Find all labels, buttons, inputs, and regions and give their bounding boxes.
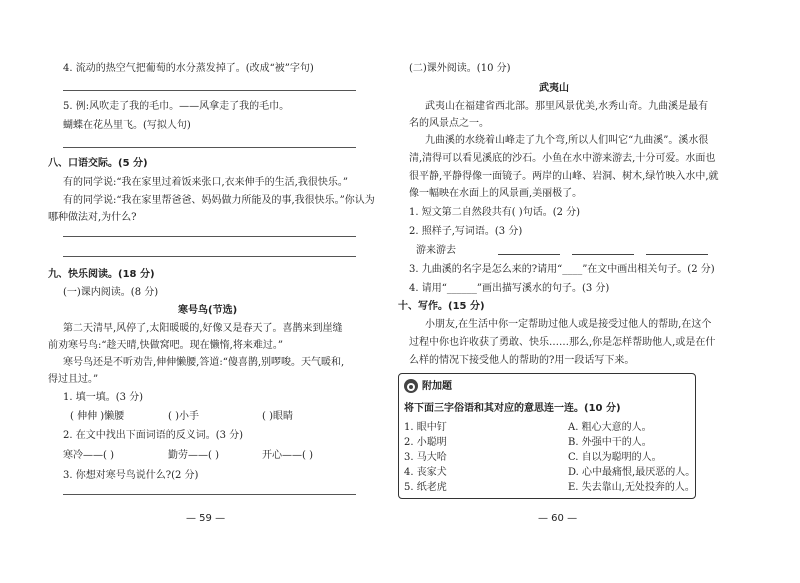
question-4: 4. 请用“______”画出描写溪水的句子。(3 分) [409,283,610,294]
word-blank[interactable] [646,254,708,255]
section-9-subtitle: (一)课内阅读。(8 分) [63,287,159,298]
passage-line: 寒号鸟还是不听劝告,伸伸懒腰,答道:“傻喜鹊,别啰唆。天气暖和, [63,357,345,368]
passage-line: 像一幅映在水面上的风景画,美丽极了。 [409,188,583,199]
bonus-task: 将下面三字俗语和其对应的意思连一连。(10 分) [404,403,621,414]
match-right-item[interactable]: B. 外强中干的人。 [568,437,652,448]
word-example: 游来游去 [416,245,456,256]
section-title: (二)课外阅读。(10 分) [409,63,511,74]
writing-prompt-line: 么样的情况下接受他人的帮助的?用一段话写下来。 [409,355,635,366]
question-1: 1. 短文第二自然段共有( )句话。(2 分) [409,207,581,218]
bonus-label: 附加题 [422,381,452,392]
fill-item[interactable]: ( )眼睛 [262,411,293,422]
answer-line[interactable] [63,147,356,148]
passage-line: 得过且过。” [48,374,99,385]
match-left-item[interactable]: 1. 眼中钉 [404,422,447,433]
passage-title: 寒号鸟(节选) [178,305,238,316]
passage-line: 名的风景点之一。 [409,118,489,129]
answer-line[interactable] [63,90,356,91]
question-5-example: 5. 例:风吹走了我的毛巾。——风拿走了我的毛巾。 [63,101,290,112]
passage-line: 前劝寒号鸟:“趁天晴,快做窝吧。现在懒惰,将来难过。” [48,340,283,351]
answer-line[interactable] [63,494,356,495]
section-8-title: 八、口语交际。(5 分) [48,158,148,169]
page-number: — 60 — [538,513,578,524]
match-right-item[interactable]: E. 失去靠山,无处投奔的人。 [568,482,695,493]
question-5-prompt: 蝴蝶在花丛里飞。(写拟人句) [63,120,191,131]
writing-prompt-line: 过程中你也许收获了勇敢、快乐……那么,你是怎样帮助他人,或是在什 [409,337,716,348]
bonus-badge-icon [404,379,418,393]
antonym-item[interactable]: 寒冷——( ) [63,450,114,461]
writing-prompt-line: 小朋友,在生活中你一定帮助过他人或是接受过他人的帮助,在这个 [425,319,712,330]
fill-item[interactable]: ( )小手 [168,411,199,422]
match-left-item[interactable]: 5. 纸老虎 [404,482,447,493]
question-2: 2. 在文中找出下面词语的反义词。(3 分) [63,430,244,441]
question-1: 1. 填一填。(3 分) [63,392,144,403]
passage-line: 很平静,平静得像一面镜子。两岸的山峰、岩洞、树木,绿竹映入水中,就 [409,171,719,182]
antonym-item[interactable]: 开心——( ) [262,450,313,461]
passage-line: 九曲溪的水绕着山峰走了九个弯,所以人们叫它“九曲溪”。溪水很 [425,135,709,146]
question-3: 3. 你想对寒号鸟说什么?(2 分) [63,470,199,481]
antonym-item[interactable]: 勤劳——( ) [168,450,219,461]
section-9-title: 九、快乐阅读。(18 分) [48,269,155,280]
question-2: 2. 照样子,写词语。(3 分) [409,226,523,237]
left-page [0,0,392,583]
section-8-paragraph-1: 有的同学说:“我在家里过着饭来张口,衣来伸手的生活,我很快乐。” [63,177,348,188]
passage-line: 第二天清早,风停了,太阳暖暖的,好像又是春天了。喜鹊来到崖缝 [63,323,343,334]
passage-line: 武夷山在福建省西北部。那里风景优美,水秀山奇。九曲溪是最有 [425,101,709,112]
match-right-item[interactable]: D. 心中最痛恨,最厌恶的人。 [568,467,696,478]
section-8-paragraph-2-cont: 哪种做法对,为什么? [48,212,137,223]
passage-line: 清,清得可以看见溪底的沙石。小鱼在水中游来游去,十分可爱。水面也 [409,153,716,164]
word-blank[interactable] [572,254,634,255]
section-10-title: 十、写作。(15 分) [398,301,485,312]
answer-line[interactable] [63,256,356,257]
answer-line[interactable] [63,236,356,237]
word-blank[interactable] [498,254,560,255]
page-number: — 59 — [186,513,226,524]
right-page [392,0,800,583]
match-left-item[interactable]: 3. 马大哈 [404,452,447,463]
fill-item[interactable]: ( 伸伸 )懒腰 [70,411,125,422]
question-3: 3. 九曲溪的名字是怎么来的?请用“____”在文中画出相关句子。(2 分) [409,264,715,275]
section-8-paragraph-2: 有的同学说:“我在家里帮爸爸、妈妈做力所能及的事,我很快乐。”你认为 [63,195,375,206]
passage-title: 武夷山 [539,83,569,94]
match-right-item[interactable]: A. 粗心大意的人。 [568,422,652,433]
question-4: 4. 流动的热空气把葡萄的水分蒸发掉了。(改成“被”字句) [63,63,314,74]
match-left-item[interactable]: 4. 丧家犬 [404,467,447,478]
match-left-item[interactable]: 2. 小聪明 [404,437,447,448]
match-right-item[interactable]: C. 自以为聪明的人。 [568,452,662,463]
